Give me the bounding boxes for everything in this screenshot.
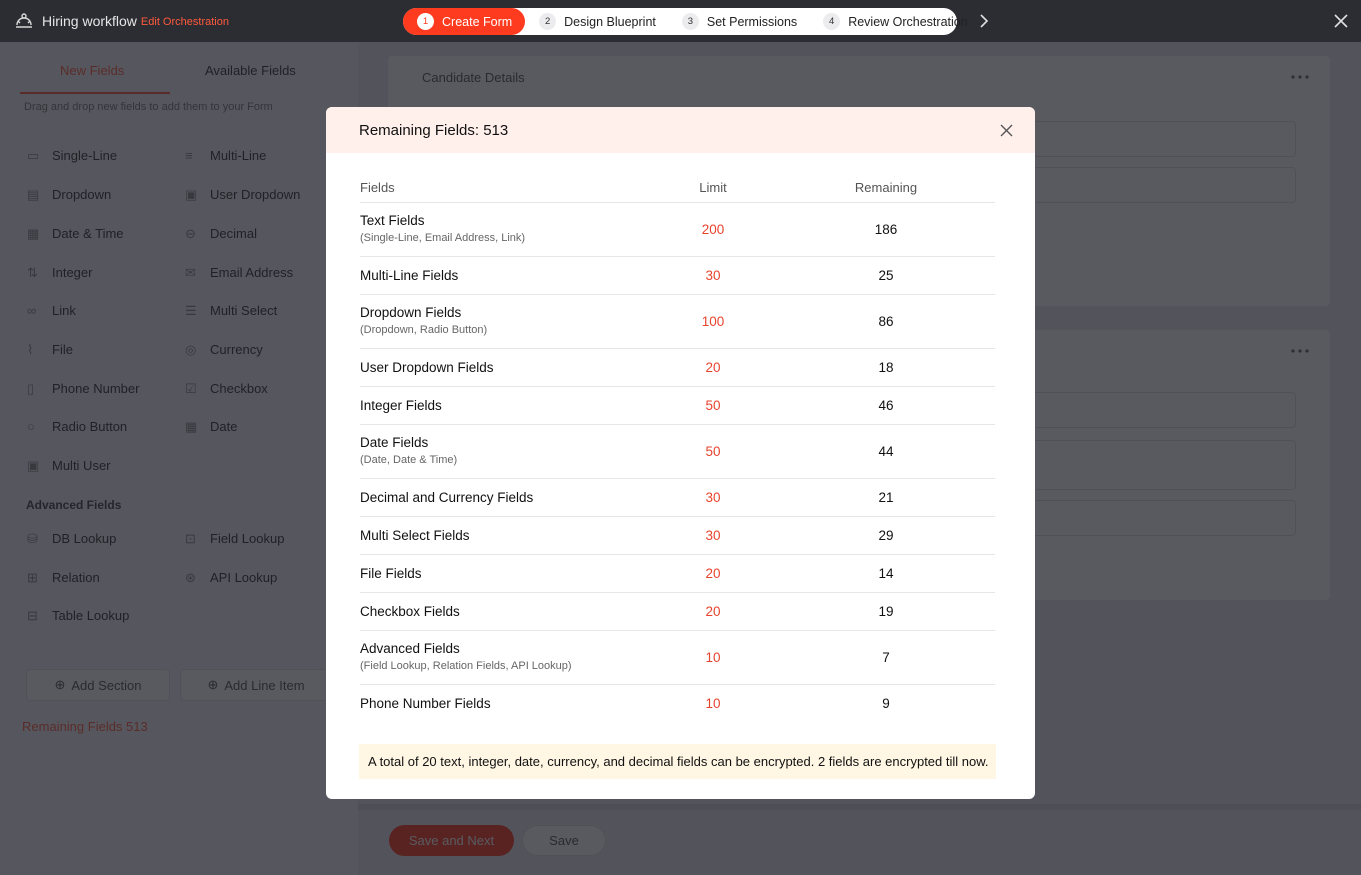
limit-value: 10 bbox=[705, 650, 721, 665]
field-type-name: User Dropdown Fields bbox=[360, 360, 494, 375]
table-row bbox=[360, 555, 995, 593]
limit-value: 10 bbox=[705, 696, 721, 711]
step-create-form[interactable] bbox=[403, 8, 525, 35]
field-type-name: Multi Select Fields bbox=[360, 528, 470, 543]
limit-value: 30 bbox=[705, 490, 721, 505]
field-type-detail: (Field Lookup, Relation Fields, API Lookup) bbox=[360, 660, 572, 672]
chevron-right-icon[interactable] bbox=[976, 12, 992, 30]
field-type-name: Text Fields bbox=[360, 213, 425, 228]
remaining-value: 46 bbox=[878, 398, 894, 413]
field-limits-table bbox=[360, 175, 995, 723]
field-type-name: Integer Fields bbox=[360, 398, 442, 413]
table-header bbox=[360, 175, 995, 203]
field-type-name: File Fields bbox=[360, 566, 422, 581]
step-label: Review Orchestration bbox=[848, 14, 968, 29]
limit-value: 20 bbox=[705, 360, 721, 375]
table-row bbox=[360, 631, 995, 685]
remaining-fields-modal bbox=[326, 107, 1035, 799]
encryption-note: A total of 20 text, integer, date, currency, and decimal fields can be encrypted. 2 fields are encrypted till now. bbox=[359, 744, 996, 779]
step-set-permissions[interactable] bbox=[668, 8, 809, 35]
workflow-icon bbox=[14, 11, 34, 31]
limit-value: 20 bbox=[705, 566, 721, 581]
table-row bbox=[360, 349, 995, 387]
table-row bbox=[360, 517, 995, 555]
step-number: 3 bbox=[682, 13, 699, 30]
step-design-blueprint[interactable] bbox=[525, 8, 668, 35]
modal-header bbox=[326, 107, 1035, 153]
limit-value: 50 bbox=[705, 398, 721, 413]
step-label: Set Permissions bbox=[706, 14, 798, 29]
step-number: 1 bbox=[417, 13, 434, 30]
limit-value: 20 bbox=[705, 604, 721, 619]
field-type-name: Decimal and Currency Fields bbox=[360, 490, 534, 505]
column-header-limit: Limit bbox=[699, 180, 727, 195]
table-row bbox=[360, 257, 995, 295]
step-number: 4 bbox=[823, 13, 840, 30]
remaining-value: 18 bbox=[878, 360, 894, 375]
limit-value: 50 bbox=[705, 444, 721, 459]
remaining-value: 7 bbox=[882, 650, 890, 665]
field-type-detail: (Single-Line, Email Address, Link) bbox=[360, 232, 526, 244]
top-bar bbox=[0, 0, 1361, 42]
limit-value: 30 bbox=[705, 528, 721, 543]
edit-orchestration-link[interactable]: Edit Orchestration bbox=[140, 16, 229, 28]
close-icon[interactable] bbox=[1333, 13, 1349, 29]
field-type-detail: (Dropdown, Radio Button) bbox=[360, 324, 488, 336]
remaining-value: 44 bbox=[878, 444, 894, 459]
remaining-value: 14 bbox=[878, 566, 894, 581]
remaining-value: 19 bbox=[878, 604, 894, 619]
table-row bbox=[360, 387, 995, 425]
remaining-value: 186 bbox=[874, 222, 898, 237]
close-icon[interactable] bbox=[1000, 124, 1013, 137]
remaining-value: 86 bbox=[878, 314, 894, 329]
remaining-value: 9 bbox=[882, 696, 890, 711]
field-type-name: Advanced Fields bbox=[360, 641, 460, 656]
field-type-name: Dropdown Fields bbox=[360, 305, 462, 320]
brand bbox=[14, 11, 229, 31]
table-row bbox=[360, 295, 995, 349]
field-type-name: Phone Number Fields bbox=[360, 696, 491, 711]
limit-value: 30 bbox=[705, 268, 721, 283]
modal-title: Remaining Fields: 513 bbox=[359, 122, 509, 139]
table-row bbox=[360, 425, 995, 479]
remaining-value: 25 bbox=[878, 268, 894, 283]
step-label: Design Blueprint bbox=[564, 14, 656, 29]
column-header-fields: Fields bbox=[360, 180, 395, 195]
table-row bbox=[360, 203, 995, 257]
step-label: Create Form bbox=[442, 14, 513, 29]
remaining-value: 21 bbox=[878, 490, 894, 505]
field-type-name: Multi-Line Fields bbox=[360, 268, 459, 283]
table-row bbox=[360, 685, 995, 723]
limit-value: 100 bbox=[701, 314, 725, 329]
table-row bbox=[360, 593, 995, 631]
field-type-detail: (Date, Date & Time) bbox=[360, 454, 458, 466]
column-header-remaining: Remaining bbox=[854, 180, 918, 195]
remaining-value: 29 bbox=[878, 528, 894, 543]
step-review-orchestration[interactable] bbox=[809, 8, 980, 35]
step-number: 2 bbox=[539, 13, 556, 30]
stepper bbox=[403, 8, 968, 35]
field-type-name: Checkbox Fields bbox=[360, 604, 460, 619]
table-row bbox=[360, 479, 995, 517]
app-title: Hiring workflow bbox=[42, 13, 137, 29]
field-type-name: Date Fields bbox=[360, 435, 429, 450]
limit-value: 200 bbox=[701, 222, 725, 237]
